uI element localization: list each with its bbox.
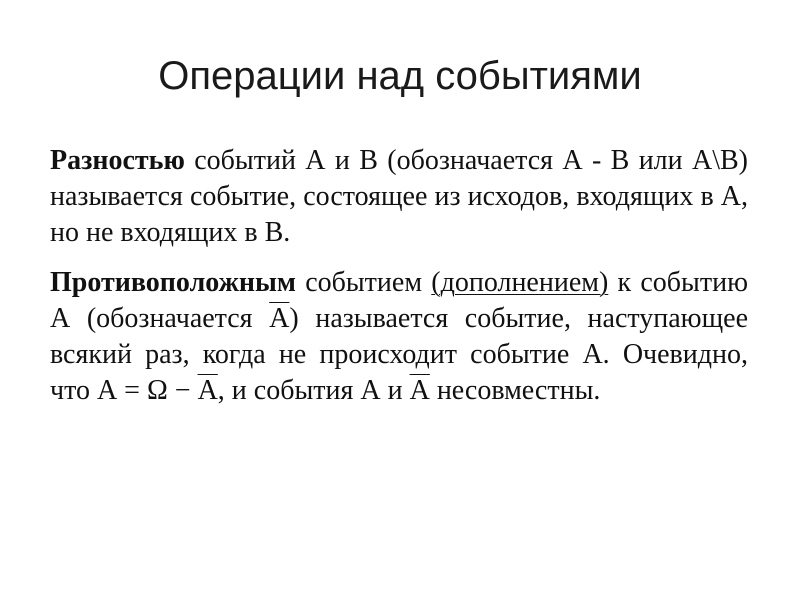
complement-term: Противоположным <box>50 267 296 298</box>
slide-title: Операции над событиями <box>158 54 642 98</box>
complement-text-3: к событию А (обозначается <box>50 267 748 334</box>
complement-parenthetical: (дополнением) <box>431 267 609 298</box>
complement-symbol-a-bar-2: А <box>197 375 218 406</box>
complement-text-5: , и события А и <box>217 375 410 406</box>
complement-text-4: ) называется событие, наступающее всякий раз, когда не происходит событие А. Очевидно, что А = Ω − <box>50 303 748 406</box>
slide-body <box>50 143 748 409</box>
difference-definition: событий А и В (обозначается А - В или А\В) называется событие, состоящее из исходов, входящих в А, но не входящих в В. <box>50 145 748 248</box>
complement-symbol-a-bar-3: А <box>409 375 430 406</box>
difference-paragraph <box>50 143 748 251</box>
complement-text-1: событием <box>295 267 432 298</box>
complement-paragraph <box>50 265 748 409</box>
difference-term: Разностью <box>50 145 185 176</box>
complement-symbol-a-bar-1: А <box>269 303 290 334</box>
complement-text-6: несовместны. <box>429 375 601 406</box>
